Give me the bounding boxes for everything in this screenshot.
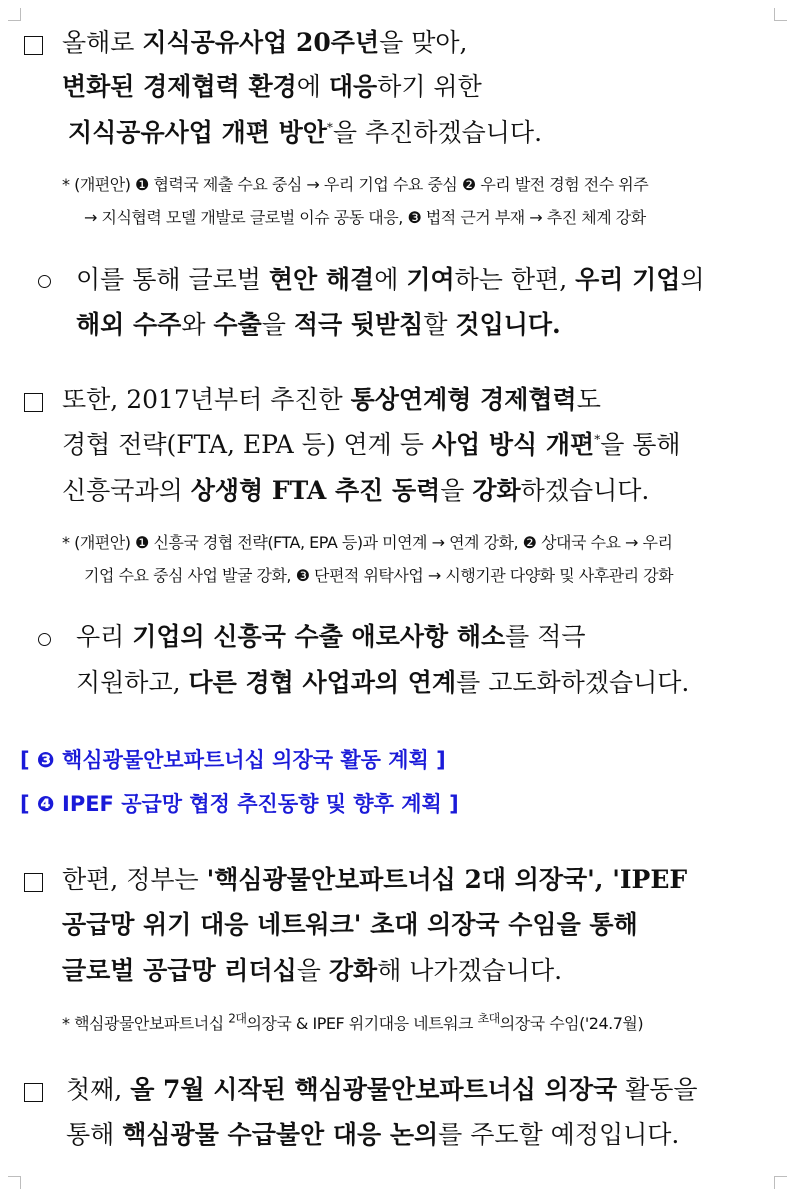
text-run: 통해 — [66, 1120, 123, 1149]
paragraph-line — [66, 1118, 679, 1152]
bold-text-run: 적극 뒷받침 — [293, 310, 424, 339]
footnote-marker: * — [326, 120, 333, 135]
checkbox-bullet-icon — [24, 36, 43, 55]
paragraph-line — [76, 620, 586, 654]
page-corner-mark — [8, 1176, 21, 1189]
page-corner-mark — [8, 8, 21, 21]
text-run: 를 주도할 예정입니다. — [438, 1120, 680, 1149]
text-run: 올해로 — [62, 28, 143, 57]
text-run: 하겠습니다. — [520, 476, 650, 505]
text-run: 의장국 수임('24.7월) — [499, 1014, 644, 1033]
paragraph-line — [62, 383, 601, 417]
bold-text-run: 사업 방식 개편 — [431, 430, 595, 459]
bold-text-run: 대응 — [328, 72, 378, 101]
superscript-text: 초대 — [477, 1011, 500, 1026]
bold-text-run: 지식공유사업 20주년 — [142, 28, 380, 57]
bold-text-run: 현안 해결 — [268, 265, 375, 294]
text-run: 활동을 — [617, 1075, 698, 1104]
text-run: 을 맞아, — [379, 28, 468, 57]
bold-text-run: 지식공유사업 개편 방안 — [68, 118, 327, 147]
paragraph-line — [76, 308, 561, 342]
text-run: 이를 통해 글로벌 — [76, 265, 269, 294]
bold-text-run: 우리 기업 — [575, 265, 681, 294]
text-run: 를 고도화하겠습니다. — [456, 668, 690, 697]
checkbox-bullet-icon — [24, 393, 43, 412]
bold-text-run: 다른 경협 사업과의 연계 — [188, 668, 457, 697]
bold-text-run: 공급망 위기 대응 네트워크' 초대 의장국 수임을 통해 — [62, 910, 638, 939]
text-run: 을 — [440, 476, 473, 505]
bold-text-run: '핵심광물안보파트너십 2대 의장국', 'IPEF — [206, 865, 688, 894]
paragraph-line — [62, 70, 482, 104]
text-run: 을 — [296, 956, 329, 985]
text-run: 지원하고, — [76, 668, 189, 697]
page-corner-mark — [774, 1176, 787, 1189]
bold-text-run: 수출 — [213, 310, 262, 339]
footnote-marker: * — [594, 432, 601, 447]
text-run: 와 — [181, 310, 214, 339]
text-run: 을 — [261, 310, 294, 339]
footnote-line: → 지식협력 모델 개발로 글로벌 이슈 공동 대응, ❸ 법적 근거 부재 → 추진 체계 강화 — [84, 208, 646, 227]
bold-text-run: 강화 — [328, 956, 378, 985]
footnote-line: * (개편안) ❶ 신흥국 경협 전략(FTA, EPA 등)과 미연계 → 연계 강화, ❷ 상대국 수요 → 우리 — [62, 533, 673, 552]
text-run: 신흥국과의 — [62, 476, 191, 505]
paragraph-line — [62, 908, 638, 942]
paragraph-line — [68, 116, 542, 150]
paragraph-line — [62, 26, 467, 60]
text-run: 을 통해 — [600, 430, 681, 459]
text-run: 할 — [423, 310, 456, 339]
paragraph-line — [66, 1073, 698, 1107]
text-run: 해 나가겠습니다. — [377, 956, 563, 985]
text-run: 를 적극 — [505, 622, 586, 651]
circle-bullet-icon — [38, 633, 51, 646]
bold-text-run: 기업의 신흥국 수출 애로사항 해소 — [132, 622, 506, 651]
checkbox-bullet-icon — [24, 873, 43, 892]
bold-text-run: 해외 수주 — [76, 310, 182, 339]
circle-bullet-icon — [38, 275, 51, 288]
text-run: 첫째, — [66, 1075, 131, 1104]
paragraph-line — [76, 263, 705, 297]
bold-text-run: 글로벌 공급망 리더십 — [62, 956, 297, 985]
text-run: 의장국 & IPEF 위기대응 네트워크 — [246, 1014, 478, 1033]
text-run: 하는 한편, — [454, 265, 576, 294]
text-run: 을 추진하겠습니다. — [332, 118, 543, 147]
text-run: 우리 — [76, 622, 133, 651]
bold-text-run: 변화된 경제협력 환경 — [62, 72, 297, 101]
checkbox-bullet-icon — [24, 1083, 43, 1102]
text-run: 에 — [296, 72, 329, 101]
paragraph-line — [62, 954, 562, 988]
text-run: 에 — [374, 265, 407, 294]
section-heading-4: [ ❹ IPEF 공급망 협정 추진동향 및 향후 계획 ] — [20, 792, 459, 816]
page-corner-mark — [774, 8, 787, 21]
superscript-text: 2대 — [228, 1011, 247, 1026]
bold-text-run: 것입니다. — [455, 310, 561, 339]
bold-text-run: 강화 — [472, 476, 521, 505]
bold-text-run: 기여 — [406, 265, 455, 294]
text-run: 의 — [680, 265, 705, 294]
text-run: 또한, 2017년부터 추진한 — [62, 385, 351, 414]
text-run: 하기 위한 — [377, 72, 482, 101]
text-run: 한편, 정부는 — [62, 865, 207, 894]
footnote-line — [62, 1013, 643, 1035]
footnote-line: * (개편안) ❶ 협력국 제출 수요 중심 → 우리 기업 수요 중심 ❷ 우리 발전 경험 전수 위주 — [62, 175, 649, 194]
text-run: * 핵심광물안보파트너십 — [62, 1014, 229, 1033]
text-run: 경협 전략(FTA, EPA 등) 연계 등 — [62, 430, 432, 459]
paragraph-line — [62, 428, 681, 462]
footnote-line: 기업 수요 중심 사업 발굴 강화, ❸ 단편적 위탁사업 → 시행기관 다양화 및 사후관리 강화 — [84, 566, 674, 585]
bold-text-run: 핵심광물 수급불안 대응 논의 — [122, 1120, 439, 1149]
paragraph-line — [76, 666, 689, 700]
bold-text-run: 올 7월 시작된 핵심광물안보파트너십 의장국 — [130, 1075, 618, 1104]
bold-text-run: 통상연계형 경제협력 — [350, 385, 577, 414]
bold-text-run: 상생형 FTA 추진 동력 — [190, 476, 441, 505]
section-heading-3: [ ❸ 핵심광물안보파트너십 의장국 활동 계획 ] — [20, 748, 446, 772]
paragraph-line — [62, 474, 649, 508]
text-run: 도 — [576, 385, 601, 414]
paragraph-line — [62, 863, 687, 897]
